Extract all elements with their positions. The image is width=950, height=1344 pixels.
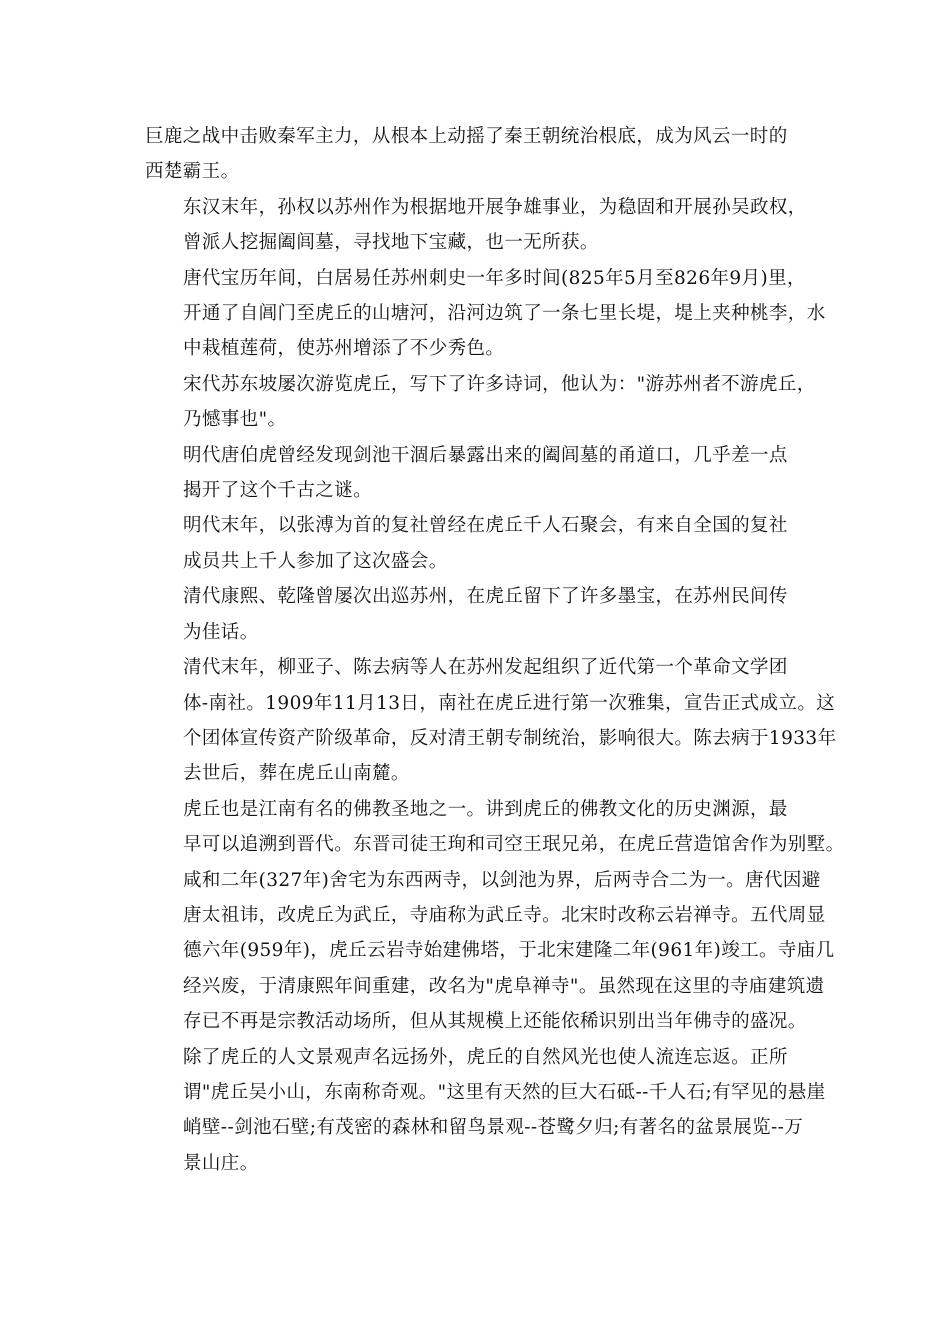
text-line: 除了虎丘的人文景观声名远扬外，虎丘的自然风光也使人流连忘返。正所 bbox=[183, 1046, 788, 1068]
text-line: 明代末年，以张溥为首的复社曾经在虎丘千人石聚会，有来自全国的复社 bbox=[183, 515, 788, 537]
text-line: 个团体宣传资产阶级革命，反对清王朝专制统治，影响很大。陈去病于1933年 bbox=[183, 727, 837, 749]
text-line: 西楚霸王。 bbox=[145, 161, 240, 183]
paragraph-xiang-yu bbox=[145, 119, 807, 190]
paragraph-fushe bbox=[145, 508, 807, 579]
text-line: 咸和二年(327年)舍宅为东西两寺，以剑池为界，后两寺合二为一。唐代因避 bbox=[183, 869, 821, 891]
text-line: 景山庄。 bbox=[183, 1152, 259, 1174]
text-line: 成员共上千人参加了这次盛会。 bbox=[183, 550, 448, 572]
text-line: 虎丘也是江南有名的佛教圣地之一。讲到虎丘的佛教文化的历史渊源，最 bbox=[183, 798, 788, 820]
text-line: 存已不再是宗教活动场所，但从其规模上还能依稀识别出当年佛寺的盛况。 bbox=[183, 1011, 807, 1033]
paragraph-natural-scenery bbox=[145, 1040, 826, 1182]
text-line: 明代唐伯虎曾经发现剑池干涸后暴露出来的阖闾墓的甬道口，几乎差一点 bbox=[183, 444, 788, 466]
text-line: 宋代苏东坡屡次游览虎丘，写下了许多诗词，他认为："游苏州者不游虎丘， bbox=[183, 373, 816, 395]
paragraph-sun-quan bbox=[145, 190, 807, 261]
paragraph-tang-bohu bbox=[145, 438, 807, 509]
document-body bbox=[145, 119, 845, 1181]
text-line: 谓"虎丘吴小山，东南称奇观。"这里有天然的巨大石砥--千人石;有罕见的悬崖 bbox=[183, 1081, 826, 1103]
text-line: 体-南社。1909年11月13日，南社在虎丘进行第一次雅集，宣告正式成立。这 bbox=[183, 692, 836, 714]
text-line: 曾派人挖掘阖闾墓，寻找地下宝藏，也一无所获。 bbox=[183, 232, 599, 254]
text-line: 开通了自阊门至虎丘的山塘河，沿河边筑了一条七里长堤，堤上夹种桃李，水 bbox=[183, 303, 826, 325]
paragraph-kangxi-qianlong bbox=[145, 579, 807, 650]
text-line: 巨鹿之战中击败秦军主力，从根本上动摇了秦王朝统治根底，成为风云一时的 bbox=[145, 126, 788, 147]
paragraph-su-dongpo bbox=[145, 367, 816, 438]
text-line: 唐太祖讳，改虎丘为武丘，寺庙称为武丘寺。北宋时改称云岩禅寺。五代周显 bbox=[183, 904, 826, 926]
text-line: 乃憾事也"。 bbox=[183, 409, 287, 431]
paragraph-nanshe bbox=[145, 650, 837, 792]
text-line: 经兴废，于清康熙年间重建，改名为"虎阜禅寺"。虽然现在这里的寺庙建筑遗 bbox=[183, 975, 825, 997]
paragraph-bai-juyi bbox=[145, 261, 826, 367]
text-line: 早可以追溯到晋代。东晋司徒王珣和司空王珉兄弟，在虎丘营造馆舍作为别墅。 bbox=[183, 834, 845, 856]
text-line: 东汉末年，孙权以苏州作为根据地开展争雄事业，为稳固和开展孙吴政权， bbox=[183, 196, 807, 218]
text-line: 清代末年，柳亚子、陈去病等人在苏州发起组织了近代第一个革命文学团 bbox=[183, 657, 788, 679]
text-line: 德六年(959年)，虎丘云岩寺始建佛塔，于北宋建隆二年(961年)竣工。寺庙几 bbox=[183, 940, 835, 962]
paragraph-buddhism bbox=[145, 792, 845, 1040]
text-line: 唐代宝历年间，白居易任苏州刺史一年多时间(825年5月至826年9月)里， bbox=[183, 267, 806, 289]
text-line: 清代康熙、乾隆曾屡次出巡苏州，在虎丘留下了许多墨宝，在苏州民间传 bbox=[183, 586, 788, 608]
text-line: 峭壁--剑池石壁;有茂密的森林和留鸟景观--苍鹭夕归;有著名的盆景展览--万 bbox=[183, 1117, 804, 1139]
text-line: 揭开了这个千古之谜。 bbox=[183, 480, 373, 502]
text-line: 为佳话。 bbox=[183, 621, 259, 643]
text-line: 中栽植莲荷，使苏州增添了不少秀色。 bbox=[183, 338, 505, 360]
text-line: 去世后，葬在虎丘山南麓。 bbox=[183, 763, 410, 785]
